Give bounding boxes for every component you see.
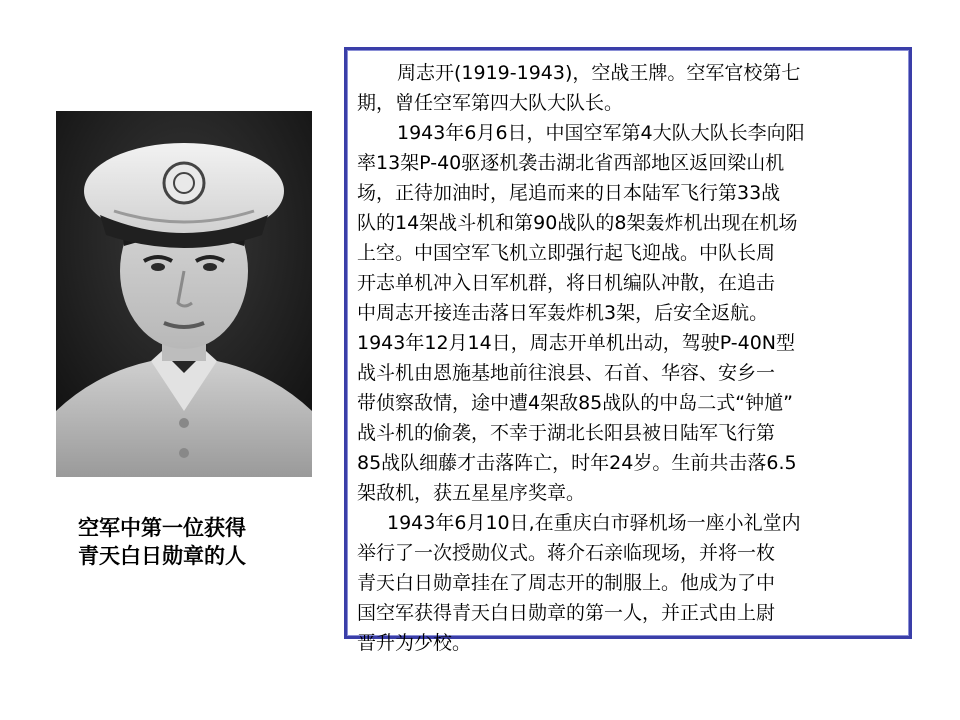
text-line: 1943年6月6日，中国空军第4大队大队长李向阳 (397, 122, 805, 144)
text-line: 85战队细藤才击落阵亡，时年24岁。生前共击落6.5 (357, 452, 797, 474)
text-line: 场，正待加油时，尾追而来的日本陆军飞行第33战 (357, 182, 781, 204)
biography-text-box (344, 47, 912, 654)
text-line: 队的14架战斗机和第90战队的8架轰炸机出现在机场 (357, 212, 798, 234)
paragraph-combat-record (357, 118, 899, 508)
portrait-photo (56, 111, 312, 477)
text-line: 期，曾任空军第四大队大队长。 (357, 92, 624, 114)
text-line: 国空军获得青天白日勋章的第一人，并正式由上尉 (357, 602, 776, 624)
text-line: 1943年6月10日,在重庆白市驿机场一座小礼堂内 (387, 512, 801, 534)
caption-line-1: 空军中第一位获得 (78, 516, 246, 540)
text-line: 开志单机冲入日军机群，将日机编队冲散，在追击 (357, 272, 776, 294)
text-line: 带侦察敌情，途中遭4架敌85战队的中岛二式“钟馗” (357, 392, 793, 414)
paragraph-award-ceremony (357, 508, 899, 658)
text-line: 周志开(1919-1943)，空战王牌。空军官校第七 (397, 62, 801, 84)
text-line: 1943年12月14日，周志开单机出动，驾驶P-40N型 (357, 332, 795, 354)
text-line: 中周志开接连击落日军轰炸机3架，后安全返航。 (357, 302, 769, 324)
text-line: 举行了一次授勋仪式。蒋介石亲临现场，并将一枚 (357, 542, 776, 564)
text-line: 战斗机由恩施基地前往浪县、石首、华容、安乡一 (357, 362, 776, 384)
text-line: 青天白日勋章挂在了周志开的制服上。他成为了中 (357, 572, 776, 594)
text-line: 晋升为少校。 (357, 632, 472, 654)
text-line: 战斗机的偷袭，不幸于湖北长阳县被日陆军飞行第 (357, 422, 776, 444)
portrait-illustration (56, 111, 312, 477)
caption-line-2: 青天白日勋章的人 (78, 544, 246, 568)
text-line: 上空。中国空军飞机立即强行起飞迎战。中队长周 (357, 242, 776, 264)
text-line: 架敌机，获五星星序奖章。 (357, 482, 586, 504)
text-line: 率13架P-40驱逐机袭击湖北省西部地区返回梁山机 (357, 152, 785, 174)
paragraph-intro (357, 58, 899, 118)
photo-caption (78, 514, 318, 570)
